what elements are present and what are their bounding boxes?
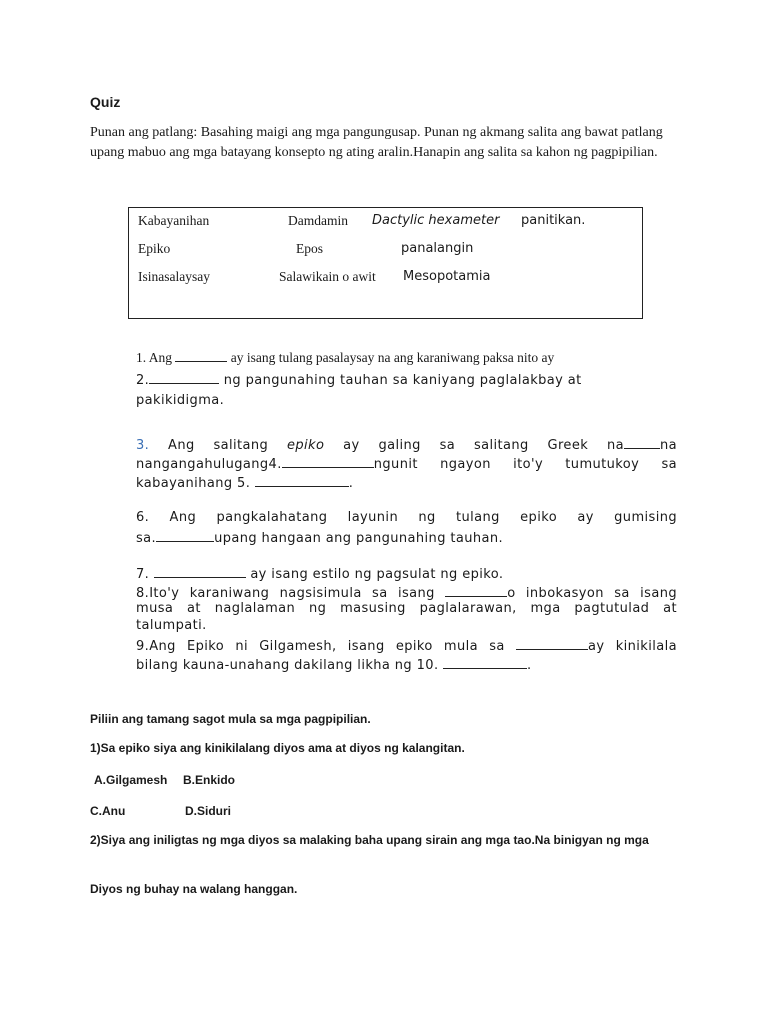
item-7-text: ay isang estilo ng pagsulat ng epiko. (250, 567, 504, 582)
item-5-period: . (348, 476, 354, 491)
choice-epiko: Epiko (138, 241, 171, 256)
mc-question-2-line2: Diyos ng buhay na walang hanggan. (90, 882, 298, 896)
choice-dactylic-hexameter: Dactylic hexameter (372, 213, 500, 228)
item-2-text: ng pangunahing tauhan sa kaniyang paglalakbay at (223, 373, 582, 388)
blank-3 (624, 436, 660, 449)
blank-10 (443, 656, 527, 669)
item-9-text-b: ay kinikilala (588, 639, 677, 654)
item-8-line1 (136, 584, 677, 601)
item-6-line1: 6. Ang pangkalahatang layunin ng tulang epiko ay gumising (136, 510, 677, 525)
blank-8 (445, 584, 507, 597)
choice-epos: Epos (296, 241, 323, 256)
item-6-line2 (136, 529, 503, 546)
item-1-start: 1. Ang (136, 350, 173, 365)
item-6-sa: sa. (136, 531, 157, 546)
item-3-text-a: Ang salitang (168, 438, 269, 453)
choice-salawikain: Salawikain o awit (279, 269, 376, 284)
item-2-cont: pakikidigma. (136, 393, 225, 408)
item-3-line2 (136, 455, 677, 472)
choice-kabayanihan: Kabayanihan (138, 213, 210, 228)
mc-question-1: 1)Sa epiko siya ang kinikilalang diyos ama at diyos ng kalangitan. (90, 741, 465, 755)
item-9-line2 (136, 656, 532, 673)
item-4-text-a: nangangahulugang4. (136, 457, 282, 472)
mc-option-d: D.Siduri (185, 804, 232, 818)
item-3-line3 (136, 474, 353, 491)
mc-option-a: A.Gilgamesh (94, 773, 168, 787)
blank-6 (156, 529, 214, 542)
item-10-period: . (527, 658, 532, 673)
item-7-num: 7. (136, 567, 150, 582)
blank-1 (175, 349, 227, 362)
mc-question-2-line1: 2)Siya ang iniligtas ng mga diyos sa malaking baha upang sirain ang mga tao.Na binigyan ng mga (90, 833, 649, 847)
instructions: Punan ang patlang: Basahing maigi ang mga pangungusap. Punan ng akmang salita ang bawat patlang upang mabuo ang mga batayang konsepto ng ating aralin.Hanapin ang salita sa kahon ng pagpipilian. (90, 125, 663, 160)
blank-7 (154, 565, 246, 578)
item-3-italic-epiko: epiko (287, 438, 325, 453)
mc-option-b: B.Enkido (183, 773, 236, 787)
item-8-text-b: o inbokasyon sa isang (507, 586, 677, 601)
item-10-text: bilang kauna-unahang dakilang likha ng 10. (136, 658, 439, 673)
item-2 (136, 371, 582, 388)
item-3-num: 3. (136, 438, 150, 453)
choice-mesopotamia: Mesopotamia (403, 269, 491, 284)
item-3-text-b: ay galing sa salitang Greek na (343, 438, 624, 453)
choice-isinasalaysay: Isinasalaysay (138, 269, 210, 284)
word-choice-box (128, 207, 643, 319)
item-6-text: upang hangaan ang pangunahing tauhan. (214, 531, 504, 546)
item-8-text-a: 8.Ito'y karaniwang nagsisimula sa isang (136, 586, 435, 601)
item-4-text-b: ngunit ngayon ito'y tumutukoy sa (373, 457, 677, 472)
item-3-line1 (136, 436, 677, 453)
item-8-line2: musa at naglalaman ng masusing paglalarawan, mga pagtutulad at (136, 601, 677, 616)
quiz-title: Quiz (90, 94, 121, 110)
item-9-line1 (136, 637, 677, 654)
blank-9 (516, 637, 588, 650)
choice-panitikan: panitikan. (521, 213, 586, 228)
item-1 (136, 349, 554, 366)
item-5-text: kabayanihang 5. (136, 476, 251, 491)
item-3-text-c: na (659, 438, 677, 453)
blank-2 (149, 371, 219, 384)
item-7 (136, 565, 503, 582)
item-9-text-a: 9.Ang Epiko ni Gilgamesh, isang epiko mula sa (136, 639, 505, 654)
mc-option-c: C.Anu (90, 804, 126, 818)
mc-instruction: Piliin ang tamang sagot mula sa mga pagpipilian. (90, 712, 371, 726)
choice-damdamin: Damdamin (288, 213, 348, 228)
blank-5 (255, 474, 349, 487)
choice-panalangin: panalangin (401, 241, 474, 256)
blank-4 (282, 455, 374, 468)
item-2-num: 2. (136, 373, 150, 388)
item-1-end: ay isang tulang pasalaysay na ang karaniwang paksa nito ay (230, 350, 555, 365)
item-8-line3: talumpati. (136, 618, 207, 633)
